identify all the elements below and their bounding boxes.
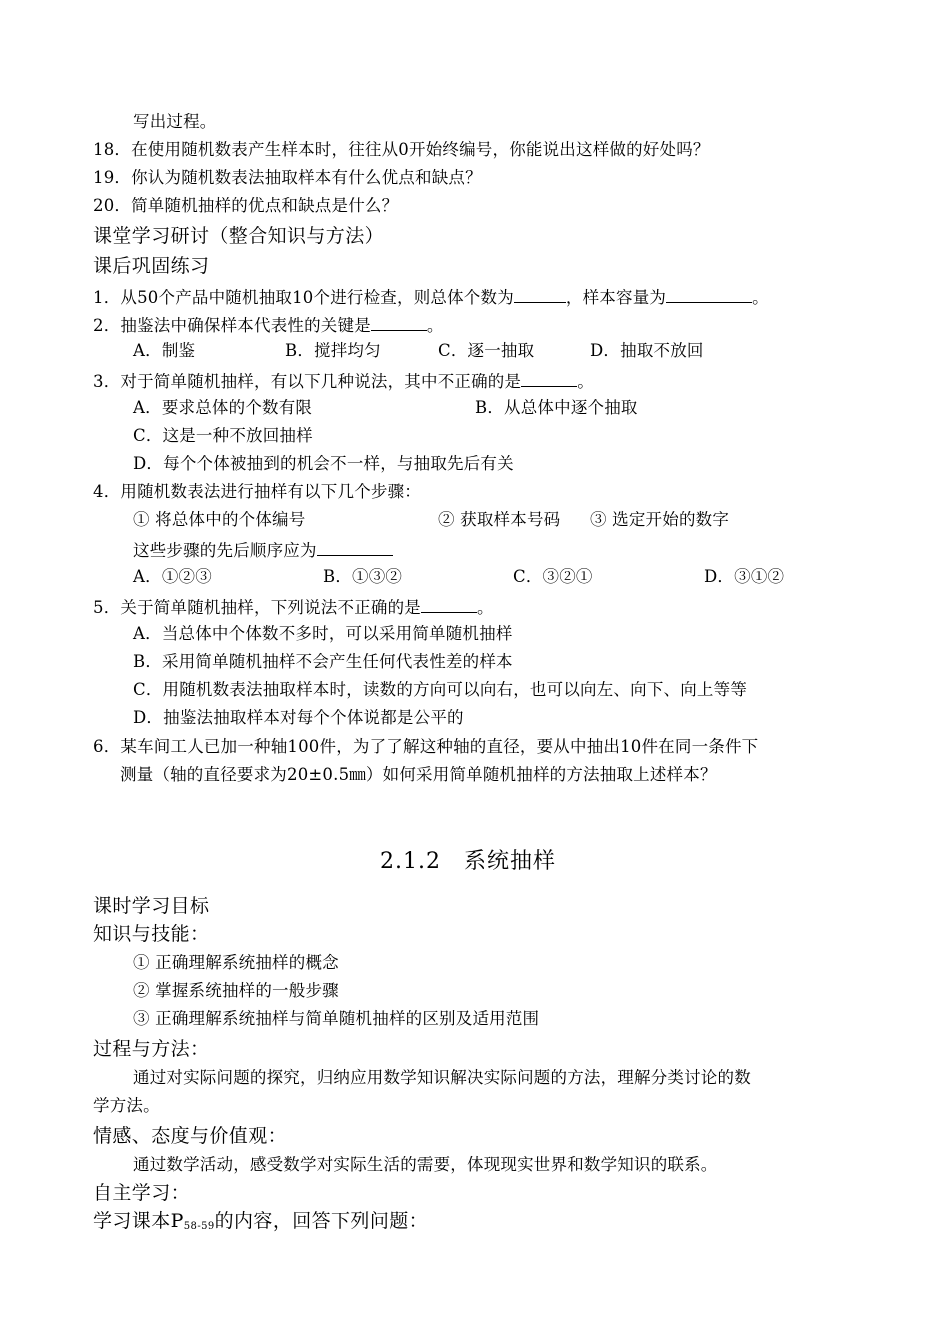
exercise-4-question-text: 这些步骤的先后顺序应为 xyxy=(133,541,317,560)
option-a: A．当总体中个体数不多时，可以采用简单随机抽样 xyxy=(133,624,513,643)
exercise-1-text-b: ，样本容量为 xyxy=(565,288,667,307)
exercise-5-text: 5．关于简单随机抽样，下列说法不正确的是 xyxy=(93,598,421,617)
question-20: 20．简单随机抽样的优点和缺点是什么？ xyxy=(93,196,399,215)
reading-instruction xyxy=(93,1209,428,1239)
section-heading-practice: 课后巩固练习 xyxy=(93,255,210,277)
blank xyxy=(421,596,477,613)
attitude-text: 通过数学活动，感受数学对实际生活的需要，体现现实世界和数学知识的联系。 xyxy=(133,1155,718,1174)
exercise-1-text-a: 1．从50个产品中随机抽取10个进行检查，则总体个数为 xyxy=(93,288,514,307)
exercise-1-text-c: 。 xyxy=(752,288,769,307)
step-3: ③ 选定开始的数字 xyxy=(590,510,730,529)
exercise-1 xyxy=(93,286,769,308)
knowledge-item-2: ② 掌握系统抽样的一般步骤 xyxy=(133,981,339,1000)
option-d: D．抽鉴法抽取样本对每个个体说都是公平的 xyxy=(133,708,464,727)
question-19: 19．你认为随机数表法抽取样本有什么优点和缺点？ xyxy=(93,168,482,187)
step-2: ② 获取样本号码 xyxy=(438,510,561,529)
exercise-3-end: 。 xyxy=(577,372,594,391)
option-d: D．每个个体被抽到的机会不一样，与抽取先后有关 xyxy=(133,454,514,473)
exercise-2-end: 。 xyxy=(426,316,444,335)
option-a: A．要求总体的个数有限 xyxy=(133,398,313,417)
option-a: A．①②③ xyxy=(133,567,212,586)
exercise-6-cont: 测量（轴的直径要求为20±0.5㎜）如何采用简单随机抽样的方法抽取上述样本？ xyxy=(120,765,717,784)
knowledge-item-3: ③ 正确理解系统抽样与简单随机抽样的区别及适用范围 xyxy=(133,1009,540,1028)
option-a: A．制鉴 xyxy=(133,341,196,360)
line-continuation: 写出过程。 xyxy=(133,112,217,131)
exercise-6: 6．某车间工人已加一种轴100件，为了了解这种轴的直径，要从中抽出10件在同一条件下 xyxy=(93,737,759,756)
attitude-heading: 情感、态度与价值观： xyxy=(93,1125,288,1147)
blank xyxy=(371,314,427,331)
reading-text-b: 的内容，回答下列问题： xyxy=(214,1210,429,1232)
section-title: 2.1.2 系统抽样 xyxy=(380,849,556,874)
exercise-2 xyxy=(93,314,444,336)
blank xyxy=(521,370,577,387)
step-1: ① 将总体中的个体编号 xyxy=(133,510,306,529)
option-c: C．③②① xyxy=(513,567,593,586)
option-c: C．逐一抽取 xyxy=(438,341,535,360)
option-c: C．这是一种不放回抽样 xyxy=(133,426,313,445)
exercise-2-text: 2．抽鉴法中确保样本代表性的关键是 xyxy=(93,316,371,335)
blank xyxy=(514,286,566,303)
self-study-heading: 自主学习： xyxy=(93,1182,191,1204)
question-18: 18．在使用随机数表产生样本时，往往从0开始终编号，你能说出这样做的好处吗？ xyxy=(93,140,710,159)
page-range: 58-59 xyxy=(183,1221,215,1232)
option-d: D．抽取不放回 xyxy=(590,341,704,360)
option-b: B．①③② xyxy=(323,567,403,586)
exercise-5-end: 。 xyxy=(477,598,494,617)
option-b: B．采用简单随机抽样不会产生任何代表性差的样本 xyxy=(133,652,513,671)
exercise-4: 4．用随机数表法进行抽样有以下几个步骤： xyxy=(93,482,421,501)
knowledge-heading: 知识与技能： xyxy=(93,923,210,945)
reading-text-a: 学习课本P xyxy=(93,1210,184,1232)
blank xyxy=(317,539,393,556)
exercise-4-question xyxy=(133,539,393,561)
process-text-1: 通过对实际问题的探究，归纳应用数学知识解决实际问题的方法，理解分类讨论的数 xyxy=(133,1068,751,1087)
process-text-2: 学方法。 xyxy=(93,1096,160,1115)
goal-heading: 课时学习目标 xyxy=(93,895,210,917)
exercise-5 xyxy=(93,596,494,618)
option-b: B．从总体中逐个抽取 xyxy=(475,398,638,417)
knowledge-item-1: ① 正确理解系统抽样的概念 xyxy=(133,953,339,972)
section-heading-classroom: 课堂学习研讨（整合知识与方法） xyxy=(93,225,385,247)
exercise-3 xyxy=(93,370,594,392)
exercise-3-text: 3．对于简单随机抽样，有以下几种说法，其中不正确的是 xyxy=(93,372,522,391)
option-c: C．用随机数表法抽取样本时，读数的方向可以向右，也可以向左、向下、向上等等 xyxy=(133,680,748,699)
blank xyxy=(666,286,752,303)
option-d: D．③①② xyxy=(704,567,785,586)
process-heading: 过程与方法： xyxy=(93,1038,210,1060)
option-b: B．搅拌均匀 xyxy=(285,341,381,360)
